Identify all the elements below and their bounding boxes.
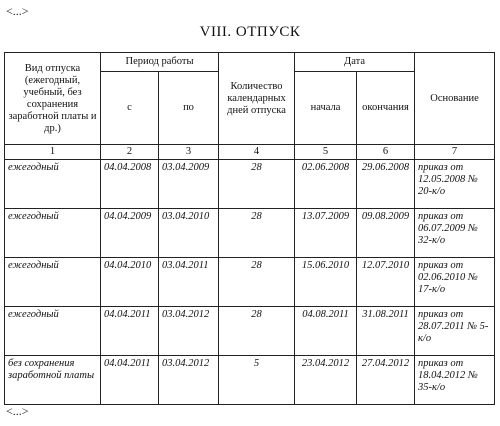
header-date-end: окончания: [357, 72, 415, 145]
header-date: Дата: [295, 53, 415, 72]
basis: приказ от 12.05.2008 № 20-к/о: [415, 160, 495, 209]
leave-days: 28: [219, 160, 295, 209]
end-date: 12.07.2010: [357, 258, 415, 307]
leave-type: ежегодный: [5, 307, 101, 356]
table-row: [5, 307, 495, 356]
period-to: 03.04.2009: [159, 160, 219, 209]
ellipsis-top: <...>: [6, 4, 29, 18]
basis: приказ от 18.04.2012 № 35-к/о: [415, 356, 495, 405]
table-row: [5, 160, 495, 209]
start-date: 02.06.2008: [295, 160, 357, 209]
leave-type: ежегодный: [5, 209, 101, 258]
leave-table: [4, 52, 495, 405]
column-number: 3: [159, 145, 219, 160]
basis: приказ от 02.06.2010 № 17-к/о: [415, 258, 495, 307]
start-date: 13.07.2009: [295, 209, 357, 258]
leave-type: без сохранения заработной платы: [5, 356, 101, 405]
leave-type: ежегодный: [5, 258, 101, 307]
leave-type: ежегодный: [5, 160, 101, 209]
end-date: 09.08.2009: [357, 209, 415, 258]
column-number: 4: [219, 145, 295, 160]
basis: приказ от 06.07.2009 № 32-к/о: [415, 209, 495, 258]
column-numbers-row: [5, 145, 495, 160]
table-row: [5, 258, 495, 307]
start-date: 04.08.2011: [295, 307, 357, 356]
period-to: 03.04.2011: [159, 258, 219, 307]
period-to: 03.04.2012: [159, 307, 219, 356]
table-row: [5, 356, 495, 405]
header-basis: Основание: [415, 53, 495, 145]
header-period-from: с: [101, 72, 159, 145]
end-date: 27.04.2012: [357, 356, 415, 405]
basis: приказ от 28.07.2011 № 5-к/о: [415, 307, 495, 356]
ellipsis-bottom: <...>: [6, 404, 29, 418]
period-to: 03.04.2010: [159, 209, 219, 258]
leave-days: 28: [219, 307, 295, 356]
column-number: 2: [101, 145, 159, 160]
column-number: 7: [415, 145, 495, 160]
header-period-to: по: [159, 72, 219, 145]
column-number: 1: [5, 145, 101, 160]
column-number: 5: [295, 145, 357, 160]
period-from: 04.04.2009: [101, 209, 159, 258]
period-to: 03.04.2012: [159, 356, 219, 405]
header-days: Количество календарных дней отпуска: [219, 53, 295, 145]
header-period: Период работы: [101, 53, 219, 72]
section-title: VIII. ОТПУСК: [199, 24, 301, 40]
period-from: 04.04.2008: [101, 160, 159, 209]
end-date: 29.06.2008: [357, 160, 415, 209]
period-from: 04.04.2011: [101, 356, 159, 405]
start-date: 15.06.2010: [295, 258, 357, 307]
start-date: 23.04.2012: [295, 356, 357, 405]
period-from: 04.04.2011: [101, 307, 159, 356]
end-date: 31.08.2011: [357, 307, 415, 356]
leave-days: 28: [219, 258, 295, 307]
column-number: 6: [357, 145, 415, 160]
leave-days: 28: [219, 209, 295, 258]
header-type: Вид отпуска (ежегодный, учебный, без сохранения заработной платы и др.): [5, 53, 101, 145]
header-date-start: начала: [295, 72, 357, 145]
period-from: 04.04.2010: [101, 258, 159, 307]
leave-days: 5: [219, 356, 295, 405]
table-row: [5, 209, 495, 258]
